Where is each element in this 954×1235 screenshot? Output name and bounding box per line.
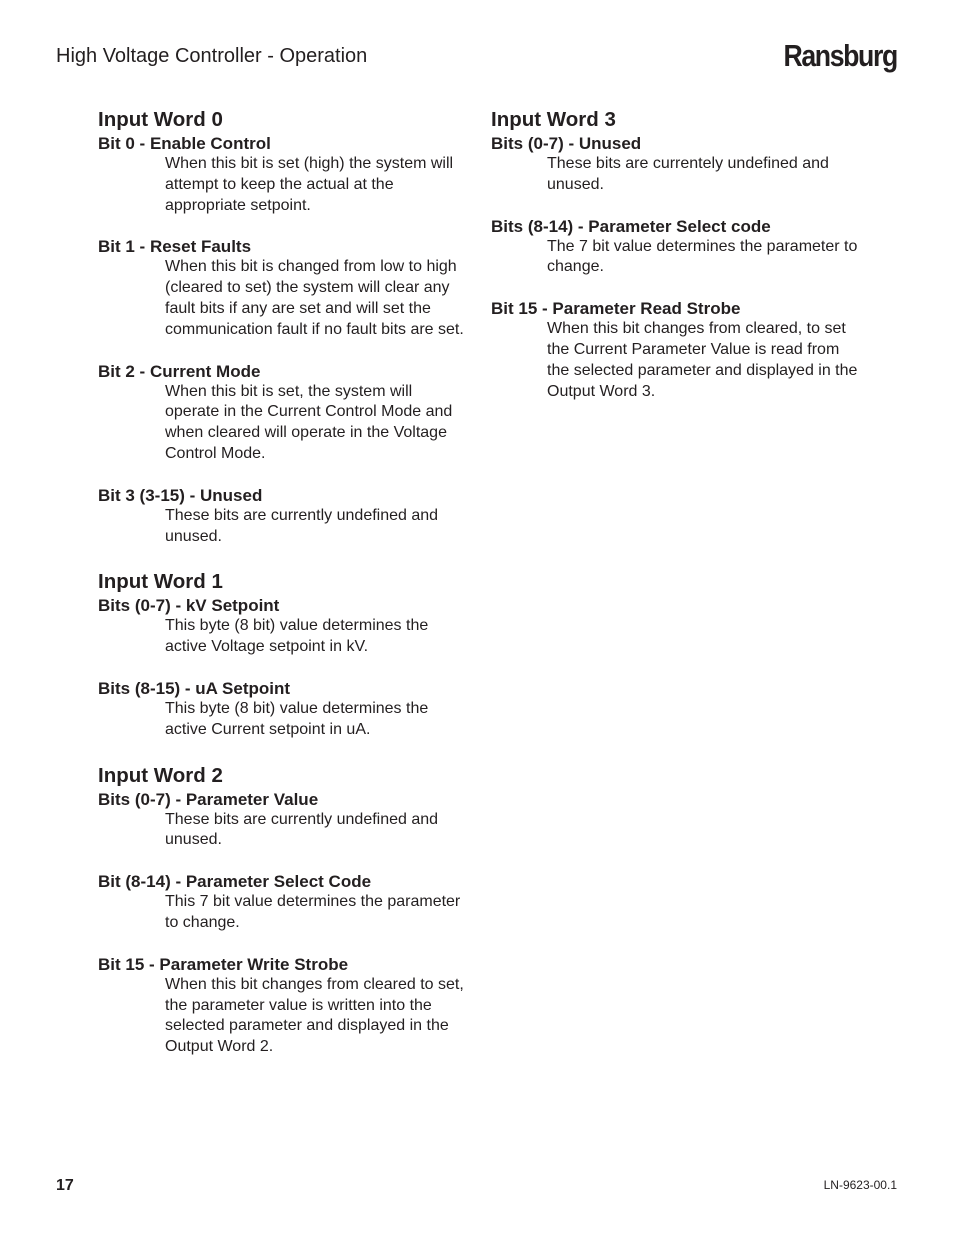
bit-description: The 7 bit value determines the parameter to change. xyxy=(547,237,858,276)
bit-entry xyxy=(98,485,468,548)
right-column xyxy=(491,107,863,424)
bit-title: Bit 3 (3-15) - Unused xyxy=(98,485,263,505)
bit-entry xyxy=(98,361,468,465)
bit-entry xyxy=(98,133,468,216)
input-word-1 xyxy=(98,569,468,740)
bit-title: Bit 15 - Parameter Read Strobe xyxy=(491,299,741,319)
bit-title: Bit 0 - Enable Control xyxy=(98,134,271,153)
word-title: Input Word 0 xyxy=(98,108,223,131)
bit-entry xyxy=(98,595,468,658)
word-title: Input Word 1 xyxy=(98,570,223,594)
bit-title: Bits (8-15) - uA Setpoint xyxy=(98,678,291,698)
bit-description: This 7 bit value determines the parameter to change. xyxy=(165,893,461,931)
input-word-0 xyxy=(98,107,468,547)
word-title: Input Word 3 xyxy=(491,108,616,131)
bit-title: Bits (0-7) - Parameter Value xyxy=(98,789,319,809)
header-title: High Voltage Controller - Operation xyxy=(56,45,368,67)
bit-description: When this bit changes from cleared to set, the parameter value is written into the selected parameter and displayed in the Output Word 2. xyxy=(165,975,464,1056)
bit-entry xyxy=(491,133,863,196)
input-word-2 xyxy=(98,763,468,1058)
page-number: 17 xyxy=(56,1177,74,1194)
bit-description: When this bit is changed from low to high (cleared to set) the system will clear any fault bits if any are set and will set the communication fault if no fault bits are set. xyxy=(165,258,464,338)
bit-entry xyxy=(98,789,468,852)
bit-description: These bits are currently undefined and unused. xyxy=(165,810,439,849)
bit-description: When this bit is set, the system will operate in the Current Control Mode and when cleared will operate in the Voltage Control Mode. xyxy=(165,382,453,462)
bit-entry xyxy=(98,954,468,1058)
bit-description: This byte (8 bit) value determines the active Voltage setpoint in kV. xyxy=(165,617,429,656)
brand-logo: Ransburg xyxy=(783,38,897,73)
bit-title: Bit 1 - Reset Faults xyxy=(98,237,252,257)
bit-description: When this bit is set (high) the system will attempt to keep the actual at the appropriate setpoint. xyxy=(165,155,454,214)
bit-description: These bits are currentely undefined and unused. xyxy=(547,155,829,193)
bit-entry xyxy=(491,216,863,279)
bit-title: Bit 2 - Current Mode xyxy=(98,361,261,381)
bit-description: When this bit changes from cleared, to set the Current Parameter Value is read from the selected parameter and displayed in the Output Word 3. xyxy=(547,320,858,400)
bit-title: Bit 15 - Parameter Write Strobe xyxy=(98,954,349,974)
bit-title: Bits (0-7) - kV Setpoint xyxy=(98,596,280,616)
bit-title: Bits (0-7) - Unused xyxy=(491,134,642,153)
bit-entry xyxy=(98,678,468,741)
left-column xyxy=(98,107,468,1080)
bit-entry xyxy=(98,871,468,934)
bit-entry xyxy=(98,236,468,340)
document-code: LN-9623-00.1 xyxy=(823,1178,897,1192)
bit-description: These bits are currently undefined and unused. xyxy=(165,506,439,545)
word-title: Input Word 2 xyxy=(98,763,223,787)
bit-title: Bit (8-14) - Parameter Select Code xyxy=(98,872,372,892)
bit-title: Bits (8-14) - Parameter Select code xyxy=(491,216,771,236)
bit-description: This byte (8 bit) value determines the active Current setpoint in uA. xyxy=(165,699,429,738)
bit-entry xyxy=(491,298,863,402)
input-word-3 xyxy=(491,107,863,402)
